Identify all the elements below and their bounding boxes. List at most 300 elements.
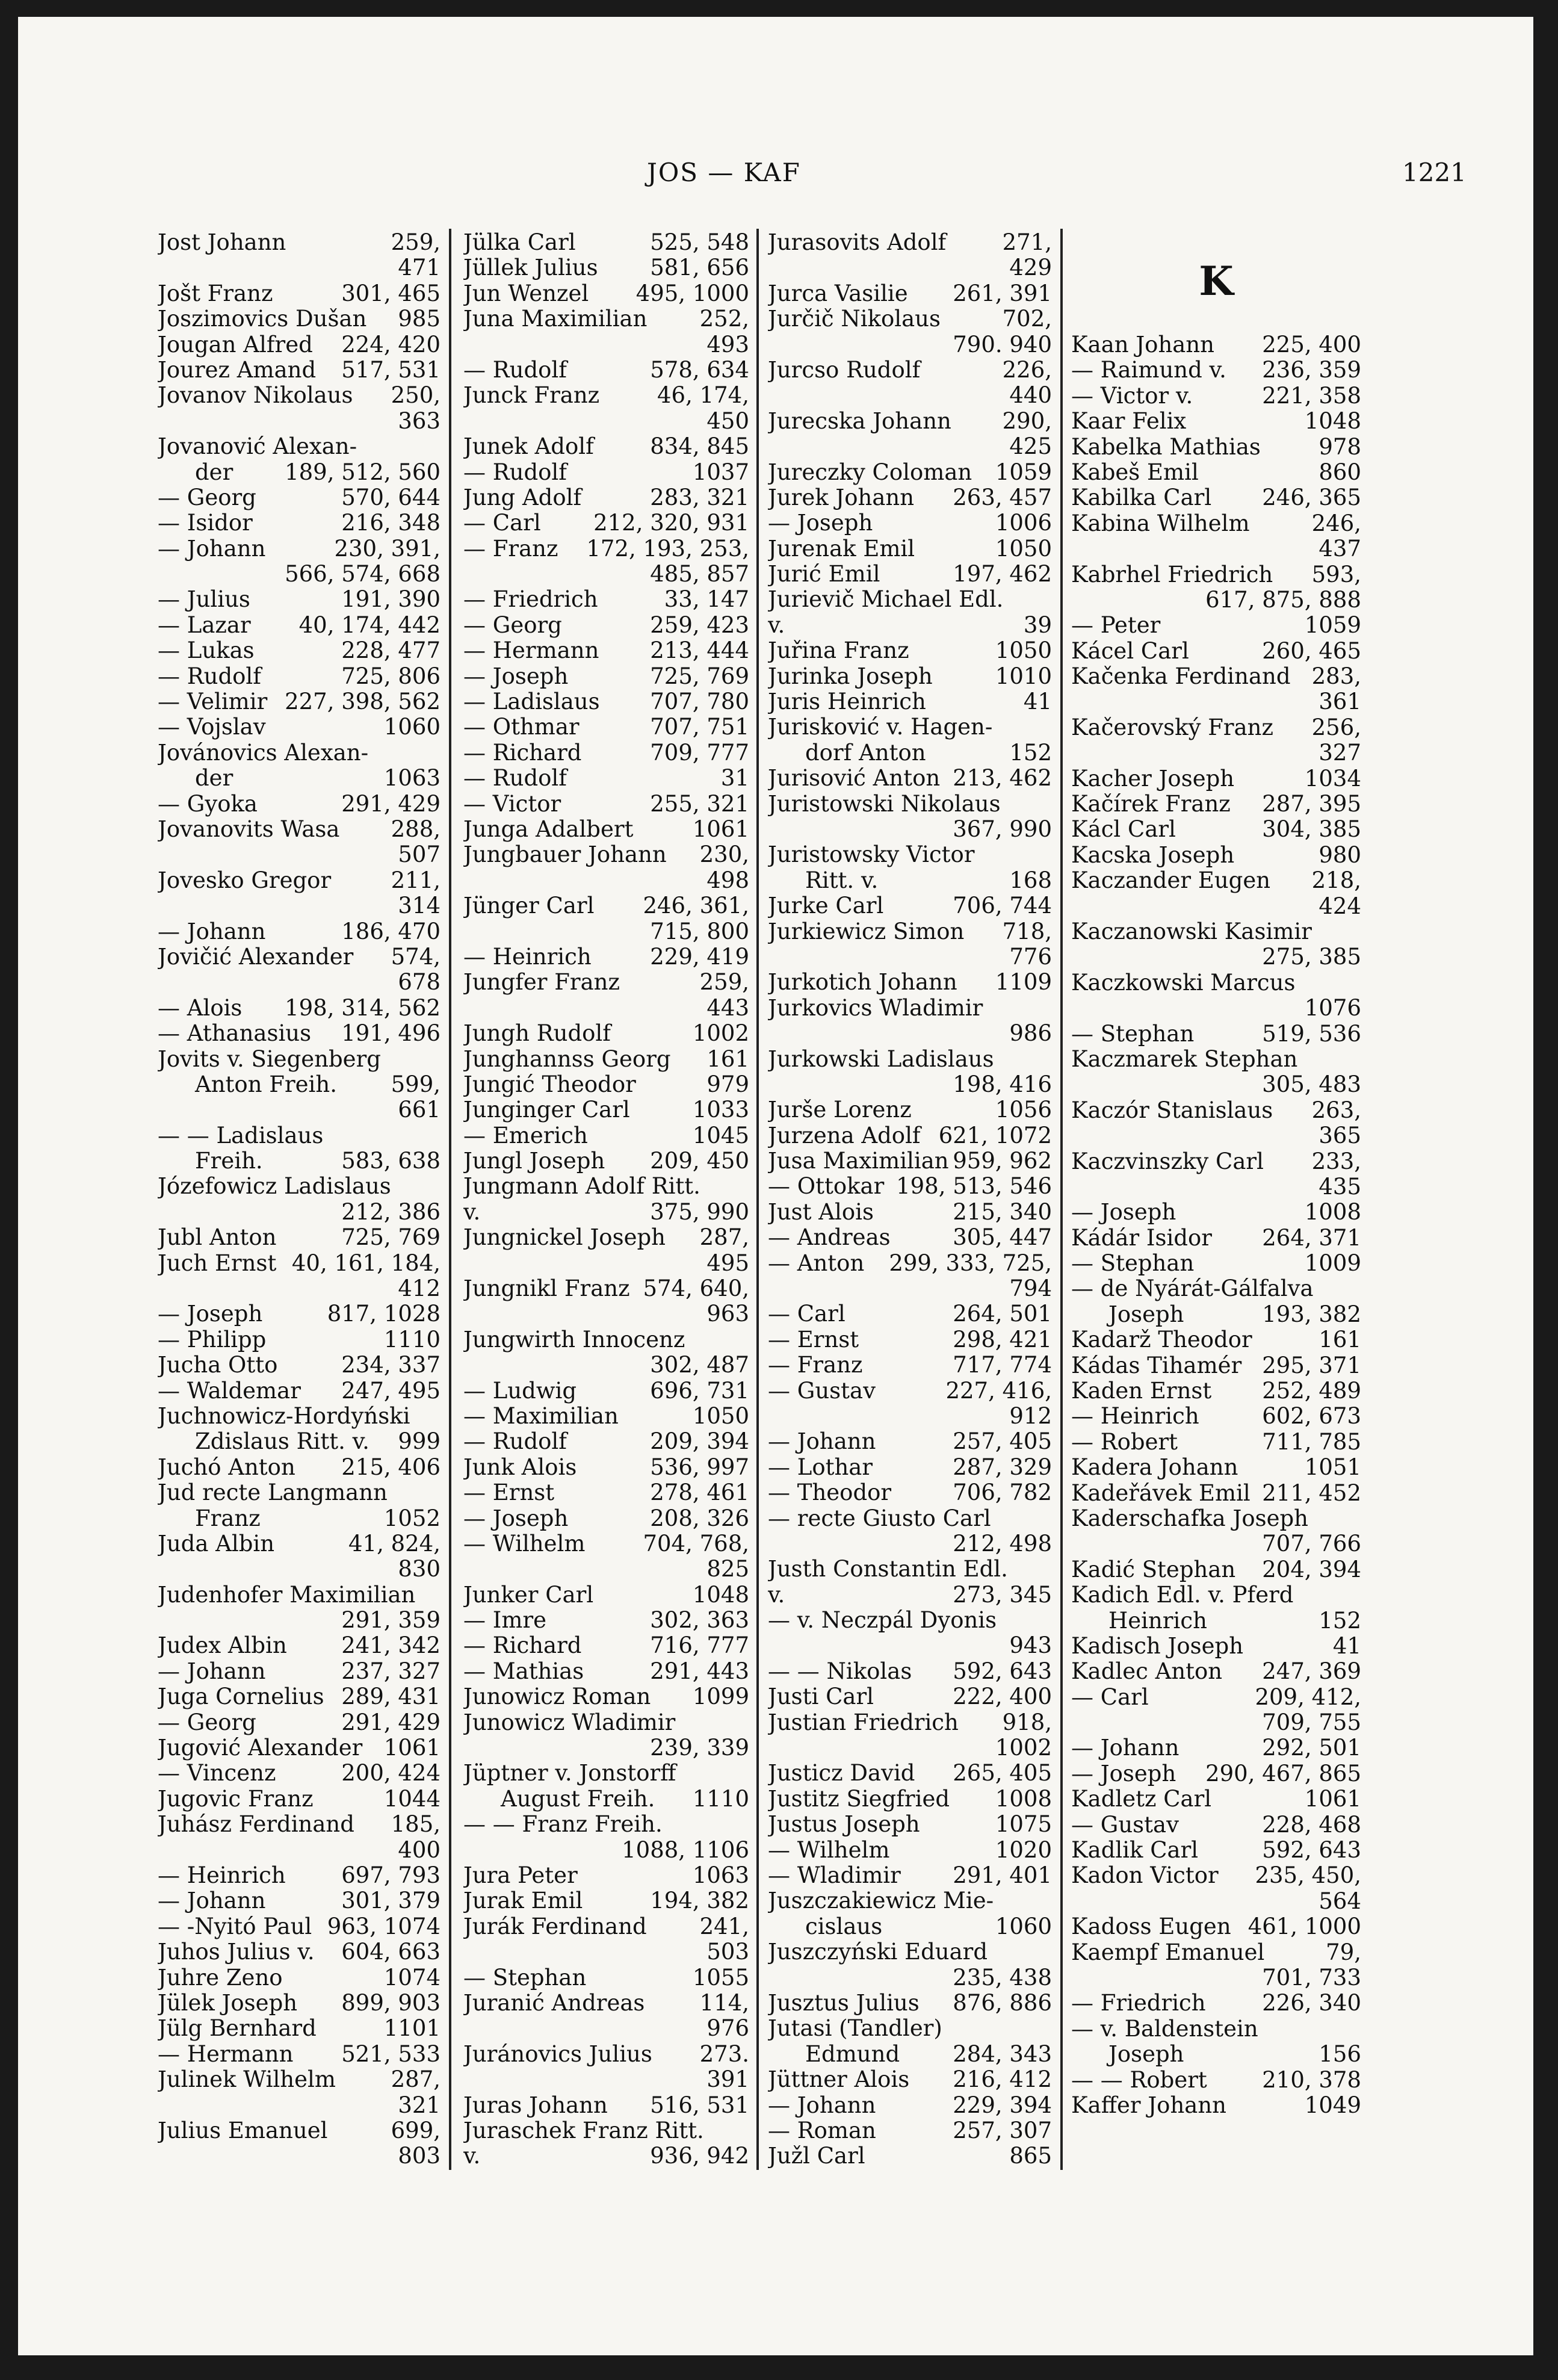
- entry-pages: 226,: [1002, 357, 1052, 383]
- entry-name: Juraschek Franz Ritt.: [463, 2118, 704, 2143]
- index-entry: [463, 255, 749, 280]
- entry-pages: 979: [706, 1071, 749, 1097]
- entry-pages: 1037: [692, 459, 749, 485]
- entry-name: Jungić Theodor: [463, 1071, 636, 1097]
- entry-pages: 263, 457: [953, 485, 1052, 510]
- entry-name: Jucha Otto: [158, 1353, 278, 1378]
- index-entry: [158, 1633, 441, 1658]
- entry-pages: 978: [1318, 434, 1361, 460]
- entry-name: — Heinrich: [463, 944, 592, 970]
- index-entry: [1071, 1787, 1361, 1812]
- entry-pages: 400: [398, 1837, 441, 1863]
- entry-name: Juřina Franz: [768, 638, 909, 664]
- entry-pages: 566, 574, 668: [285, 562, 441, 587]
- entry-name: Juhász Ferdinand: [158, 1812, 354, 1838]
- entry-pages: 936, 942: [650, 2143, 749, 2169]
- entry-pages: 1061: [1304, 1787, 1361, 1812]
- entry-pages: 375, 990: [650, 1199, 749, 1225]
- index-entry: [463, 1021, 749, 1046]
- entry-name: — Gustav: [768, 1378, 876, 1404]
- entry-pages: 1056: [995, 1097, 1052, 1123]
- entry-name: Kaczanowski Kasimir: [1071, 919, 1312, 944]
- index-entry: [158, 1429, 441, 1454]
- index-entry: [463, 1787, 749, 1812]
- index-entry: [463, 970, 749, 995]
- entry-pages: 172, 193, 253,: [586, 536, 749, 562]
- entry-pages: 1075: [995, 1812, 1052, 1838]
- index-entry: [463, 944, 749, 970]
- entry-pages: 290, 467, 865: [1205, 1761, 1361, 1787]
- entry-name: — Joseph: [463, 1505, 569, 1531]
- index-entry: [463, 792, 749, 817]
- index-entry: [463, 1531, 749, 1557]
- entry-name: — Rudolf: [463, 1429, 567, 1455]
- index-entry: [463, 1404, 749, 1429]
- index-entry: [158, 1812, 441, 1837]
- index-entry: [463, 536, 749, 562]
- entry-pages: 255, 321: [650, 791, 749, 817]
- entry-name: Joseph: [1108, 2042, 1184, 2068]
- entry-name: — — Franz Freih.: [463, 1812, 663, 1838]
- entry-pages: 443: [706, 995, 749, 1021]
- entry-pages: 246, 365: [1262, 485, 1361, 511]
- entry-pages: 186, 470: [341, 919, 441, 944]
- entry-pages: 697, 793: [341, 1863, 441, 1888]
- index-entry: [768, 2067, 1052, 2092]
- entry-name: Kadon Victor: [1071, 1863, 1219, 1889]
- entry-pages: 485, 857: [650, 562, 749, 587]
- index-entry: [463, 1888, 749, 1914]
- entry-name: — Theodor: [768, 1480, 892, 1506]
- entry-name: — Mathias: [463, 1658, 584, 1684]
- entry-pages: 706, 782: [953, 1480, 1052, 1506]
- entry-pages: 536, 997: [650, 1454, 749, 1480]
- entry-name: — Philipp: [158, 1327, 267, 1353]
- entry-pages: 564: [1318, 1888, 1361, 1914]
- entry-name: Kaffer Johann: [1071, 2092, 1226, 2118]
- entry-pages: 521, 533: [341, 2041, 441, 2067]
- entry-pages: 1063: [692, 1863, 749, 1888]
- entry-name: Kadlec Anton: [1071, 1659, 1223, 1685]
- index-entry: [463, 1378, 749, 1404]
- entry-name: Just Alois: [768, 1199, 874, 1225]
- entry-pages: 114,: [699, 1990, 749, 2016]
- index-entry: [1071, 1251, 1361, 1276]
- entry-name: Jungbauer Johann: [463, 842, 667, 868]
- index-entry: [1071, 511, 1361, 536]
- entry-name: — Stephan: [1071, 1021, 1195, 1047]
- entry-name: Jovičić Alexander: [158, 944, 354, 970]
- entry-name: Edmund: [805, 2041, 900, 2067]
- entry-pages: 230,: [699, 842, 749, 868]
- entry-pages: 918,: [1002, 1709, 1052, 1735]
- entry-name: — Johann: [768, 2092, 876, 2118]
- entry-name: Jurasovits Adolf: [768, 230, 947, 255]
- entry-name: — Johann: [158, 536, 266, 562]
- index-entry: [158, 996, 441, 1021]
- index-entry: [768, 409, 1052, 434]
- entry-name: — Joseph: [768, 510, 873, 536]
- page-number: 1221: [1402, 158, 1467, 187]
- entry-pages: 1110: [383, 1327, 441, 1353]
- entry-name: Jurkowski Ladislaus: [768, 1046, 994, 1072]
- entry-pages: 161: [1318, 1327, 1361, 1353]
- entry-pages: 212, 498: [953, 1531, 1052, 1557]
- index-entry: [1071, 409, 1361, 434]
- index-entry: [158, 1965, 441, 1991]
- index-entry: [1071, 1940, 1361, 1965]
- entry-name: — Waldemar: [158, 1378, 301, 1404]
- entry-pages: 503: [706, 1939, 749, 1965]
- index-entry: [463, 740, 749, 766]
- entry-name: Juszczakiewicz Mie-: [768, 1888, 994, 1914]
- entry-pages: 278, 461: [650, 1480, 749, 1506]
- entry-name: Kadoss Eugen: [1071, 1914, 1231, 1940]
- entry-name: — Carl: [768, 1301, 845, 1327]
- index-entry: [463, 1097, 749, 1123]
- index-entry: [463, 2093, 749, 2118]
- entry-pages: 593,: [1311, 562, 1361, 587]
- entry-name: Ritt. v.: [805, 867, 879, 893]
- entry-name: Kácel Carl: [1071, 638, 1189, 664]
- entry-name: Juránovics Julius: [463, 2041, 652, 2067]
- entry-name: — Friedrich: [1071, 1991, 1206, 2016]
- entry-pages: 252, 489: [1262, 1378, 1361, 1404]
- entry-name: Juras Johann: [463, 2092, 608, 2118]
- entry-name: Kaczór Stanislaus: [1071, 1097, 1273, 1123]
- index-entry: [463, 1072, 749, 1097]
- index-entry: [158, 613, 441, 638]
- entry-name: — Richard: [463, 740, 582, 766]
- entry-pages: 516, 531: [650, 2092, 749, 2118]
- entry-pages: 40, 174, 442: [298, 612, 441, 638]
- index-entry: [463, 817, 749, 842]
- index-entry: [463, 893, 749, 919]
- entry-pages: 198, 513, 546: [896, 1174, 1052, 1200]
- section-letter: K: [1199, 258, 1234, 305]
- entry-pages: 725, 806: [341, 663, 441, 689]
- entry-pages: 425: [1009, 434, 1052, 460]
- index-entry: [158, 1021, 441, 1046]
- index-entry: [768, 1863, 1052, 1888]
- entry-name: Kabina Wilhelm: [1071, 510, 1250, 536]
- entry-pages: 440: [1009, 383, 1052, 409]
- entry-pages: 236, 359: [1262, 358, 1361, 383]
- entry-pages: 234, 337: [341, 1353, 441, 1378]
- entry-name: Juris Heinrich: [768, 689, 926, 715]
- entry-name: — Ludwig: [463, 1378, 577, 1404]
- index-entry: [768, 1991, 1052, 2016]
- index-entry: [158, 1455, 441, 1480]
- index-entry: [768, 1378, 1052, 1404]
- entry-pages: 507: [398, 842, 441, 868]
- entry-name: Jovanović Alexan-: [158, 434, 357, 460]
- entry-name: — Georg: [158, 1709, 256, 1735]
- entry-pages: 305, 447: [953, 1225, 1052, 1251]
- entry-pages: 711, 785: [1262, 1429, 1361, 1455]
- entry-pages: 976: [706, 2016, 749, 2042]
- index-entry: [768, 2118, 1052, 2143]
- entry-name: Kaczmarek Stephan: [1071, 1046, 1298, 1072]
- entry-name: Justian Friedrich: [768, 1709, 959, 1735]
- index-entry: [768, 1761, 1052, 1786]
- entry-pages: 40, 161, 184,: [291, 1250, 441, 1276]
- entry-pages: 592, 643: [953, 1658, 1052, 1684]
- index-entry: [158, 1991, 441, 2016]
- index-entry: [1071, 1353, 1361, 1378]
- entry-pages: 291, 429: [341, 1709, 441, 1735]
- entry-pages: 191, 496: [341, 1021, 441, 1047]
- entry-name: — Richard: [463, 1633, 582, 1659]
- entry-name: Jougan Alfred: [158, 332, 313, 358]
- entry-name: — Friedrich: [463, 587, 598, 613]
- entry-name: — Johann: [158, 919, 266, 944]
- entry-name: Jungfer Franz: [463, 970, 620, 996]
- entry-pages: 46, 174,: [657, 383, 749, 409]
- index-entry: [768, 1710, 1052, 1735]
- entry-pages: 817, 1028: [327, 1301, 441, 1327]
- entry-name: Kadarž Theodor: [1071, 1327, 1252, 1353]
- entry-name: Jovánovics Alexan-: [158, 740, 369, 766]
- entry-name: Jülka Carl: [463, 230, 576, 255]
- entry-pages: 302, 363: [650, 1608, 749, 1634]
- entry-pages: 250,: [391, 383, 441, 409]
- entry-pages: 252,: [699, 306, 749, 332]
- entry-name: Jura Peter: [463, 1863, 578, 1888]
- entry-pages: 717, 774: [953, 1353, 1052, 1378]
- column-rule: [1060, 229, 1063, 2170]
- entry-pages: 237, 327: [341, 1658, 441, 1684]
- index-entry: [1071, 613, 1361, 638]
- entry-name: — Ernst: [768, 1327, 859, 1353]
- index-entry: [768, 2042, 1052, 2067]
- index-entry: [768, 1174, 1052, 1199]
- index-entry: [768, 689, 1052, 714]
- entry-name: — Rudolf: [463, 459, 567, 485]
- entry-pages: 246,: [1311, 510, 1361, 536]
- entry-pages: 1059: [995, 459, 1052, 485]
- index-entry: [158, 817, 441, 842]
- index-entry: [158, 2042, 441, 2067]
- index-entry: [1071, 715, 1361, 740]
- entry-name: Kaar Felix: [1071, 409, 1187, 435]
- index-entry: [463, 1148, 749, 1174]
- entry-name: Kabelka Mathias: [1071, 434, 1261, 460]
- entry-name: Jurenak Emil: [768, 536, 915, 562]
- index-entry: [768, 1684, 1052, 1709]
- index-entry: [768, 1787, 1052, 1812]
- entry-name: Jurca Vasilie: [768, 280, 908, 306]
- entry-pages: 211,: [391, 867, 441, 893]
- entry-name: — Wilhelm: [768, 1837, 890, 1863]
- index-entry: [768, 664, 1052, 689]
- entry-name: — Roman: [768, 2118, 876, 2143]
- entry-name: — Johann: [158, 1658, 266, 1684]
- entry-name: Anton Freih.: [195, 1071, 337, 1097]
- index-entry: [1071, 1608, 1361, 1634]
- entry-name: cislaus: [805, 1914, 883, 1939]
- index-entry: [768, 1838, 1052, 1863]
- index-entry: [1071, 562, 1361, 587]
- index-entry: [463, 434, 749, 459]
- entry-name: Kadletz Carl: [1071, 1787, 1212, 1812]
- entry-pages: 298, 421: [953, 1327, 1052, 1353]
- index-entry: [158, 638, 441, 663]
- entry-name: — Heinrich: [158, 1863, 286, 1888]
- entry-name: — — Ladislaus: [158, 1123, 324, 1148]
- entry-name: — Lazar: [158, 612, 251, 638]
- entry-pages: 222, 400: [953, 1684, 1052, 1710]
- entry-pages: 391: [706, 2067, 749, 2093]
- entry-pages: 912: [1009, 1403, 1052, 1429]
- entry-pages: 200, 424: [341, 1761, 441, 1787]
- entry-pages: 1034: [1304, 766, 1361, 792]
- entry-pages: 1099: [692, 1684, 749, 1710]
- entry-pages: 1010: [995, 663, 1052, 689]
- index-entry: [158, 689, 441, 714]
- entry-name: Junowicz Wladimir: [463, 1709, 676, 1735]
- index-entry: [158, 1251, 441, 1276]
- entry-name: Freih.: [195, 1148, 263, 1174]
- entry-pages: 216, 348: [341, 510, 441, 536]
- entry-pages: 696, 731: [650, 1378, 749, 1404]
- entry-pages: 363: [398, 408, 441, 434]
- entry-name: — Joseph: [1071, 1200, 1176, 1226]
- entry-name: Kaan Johann: [1071, 332, 1215, 358]
- entry-pages: 583, 638: [341, 1148, 441, 1174]
- index-entry: [463, 306, 749, 332]
- index-entry: [463, 1047, 749, 1072]
- entry-pages: 287, 329: [953, 1454, 1052, 1480]
- entry-pages: 197, 462: [953, 562, 1052, 587]
- entry-pages: 209, 412,: [1255, 1684, 1361, 1710]
- entry-pages: 1002: [995, 1735, 1052, 1761]
- entry-name: Kaczander Eugen: [1071, 868, 1271, 894]
- entry-pages: 260, 465: [1262, 638, 1361, 664]
- entry-pages: 264, 371: [1262, 1225, 1361, 1251]
- entry-pages: 208, 326: [650, 1505, 749, 1531]
- entry-name: — Imre: [463, 1608, 547, 1634]
- index-entry: [1071, 1634, 1361, 1659]
- index-entry: [768, 1097, 1052, 1123]
- entry-pages: 699,: [391, 2118, 441, 2143]
- entry-name: — Joseph: [1071, 1761, 1176, 1787]
- entry-pages: 191, 390: [341, 587, 441, 613]
- index-entry: [1071, 1430, 1361, 1455]
- entry-pages: 437: [1318, 536, 1361, 562]
- entry-pages: 259,: [699, 970, 749, 996]
- entry-name: Jusztus Julius: [768, 1990, 920, 2016]
- entry-pages: 860: [1318, 459, 1361, 485]
- entry-name: Jurke Carl: [768, 893, 884, 919]
- entry-pages: 304, 385: [1262, 817, 1361, 843]
- entry-pages: 41: [1023, 689, 1052, 715]
- index-entry: [463, 1200, 749, 1225]
- entry-name: — -Nyitó Paul: [158, 1914, 312, 1939]
- entry-pages: 602, 673: [1262, 1404, 1361, 1430]
- index-entry: [158, 536, 441, 562]
- entry-pages: 265, 405: [953, 1761, 1052, 1787]
- entry-name: — Joseph: [158, 1301, 263, 1327]
- index-entry: [463, 281, 749, 306]
- index-entry: [463, 485, 749, 510]
- entry-pages: 1002: [692, 1021, 749, 1047]
- entry-pages: 257, 405: [953, 1429, 1052, 1455]
- entry-pages: 301, 379: [341, 1888, 441, 1914]
- index-entry: [158, 1225, 441, 1250]
- entry-name: — Carl: [1071, 1684, 1149, 1710]
- entry-name: dorf Anton: [805, 740, 926, 766]
- entry-pages: 291, 429: [341, 791, 441, 817]
- index-entry: [463, 1659, 749, 1684]
- index-entry: [1071, 1659, 1361, 1684]
- entry-name: Joseph: [1108, 1301, 1184, 1327]
- entry-pages: 412: [398, 1276, 441, 1302]
- entry-pages: 233,: [1311, 1148, 1361, 1174]
- entry-pages: 1045: [692, 1123, 749, 1148]
- entry-pages: 1063: [383, 766, 441, 792]
- index-entry: [1071, 1200, 1361, 1225]
- entry-pages: 574,: [391, 944, 441, 970]
- entry-name: Józefowicz Ladislaus: [158, 1174, 391, 1200]
- index-entry: [1071, 1455, 1361, 1480]
- index-entry: [768, 1455, 1052, 1480]
- entry-pages: 261, 391: [953, 280, 1052, 306]
- entry-pages: 39: [1023, 612, 1052, 638]
- index-entry: [158, 1659, 441, 1684]
- entry-pages: 241, 342: [341, 1633, 441, 1659]
- entry-pages: 259,: [391, 230, 441, 255]
- entry-pages: 275, 385: [1262, 944, 1361, 970]
- index-entry: [158, 1531, 441, 1557]
- entry-pages: 239, 339: [650, 1735, 749, 1761]
- index-entry: [158, 1863, 441, 1888]
- index-entry: [463, 1608, 749, 1633]
- index-entry: [463, 587, 749, 612]
- entry-pages: 1020: [995, 1837, 1052, 1863]
- index-entry: [768, 1812, 1052, 1837]
- index-entry: [1071, 1991, 1361, 2016]
- entry-name: Jüllek Julius: [463, 255, 598, 281]
- entry-name: Heinrich: [1108, 1608, 1207, 1634]
- index-entry: [463, 1582, 749, 1608]
- entry-pages: 215, 406: [341, 1454, 441, 1480]
- index-entry: [1071, 1685, 1361, 1710]
- index-entry: [768, 2093, 1052, 2118]
- entry-pages: 230, 391,: [334, 536, 441, 562]
- index-entry: [1071, 1021, 1361, 1047]
- entry-pages: 283, 321: [650, 485, 749, 510]
- entry-pages: 959, 962: [953, 1148, 1052, 1174]
- entry-pages: 361: [1318, 689, 1361, 715]
- index-entry: [158, 1148, 441, 1174]
- entry-pages: 1076: [1304, 996, 1361, 1021]
- entry-pages: 581, 656: [650, 255, 749, 281]
- index-entry: [1071, 639, 1361, 664]
- entry-name: Kačírek Franz: [1071, 792, 1231, 817]
- entry-pages: 227, 398, 562: [285, 689, 441, 715]
- entry-name: Justicz David: [768, 1761, 915, 1787]
- entry-pages: 215, 340: [953, 1199, 1052, 1225]
- entry-pages: 715, 800: [650, 919, 749, 944]
- entry-name: v.: [463, 1199, 481, 1225]
- entry-pages: 259, 423: [650, 612, 749, 638]
- entry-pages: 226, 340: [1262, 1991, 1361, 2016]
- entry-name: Juchnowicz-Hordyński: [158, 1403, 410, 1429]
- entry-name: Kacska Joseph: [1071, 842, 1235, 868]
- index-entry: [463, 510, 749, 536]
- entry-pages: 1048: [1304, 409, 1361, 435]
